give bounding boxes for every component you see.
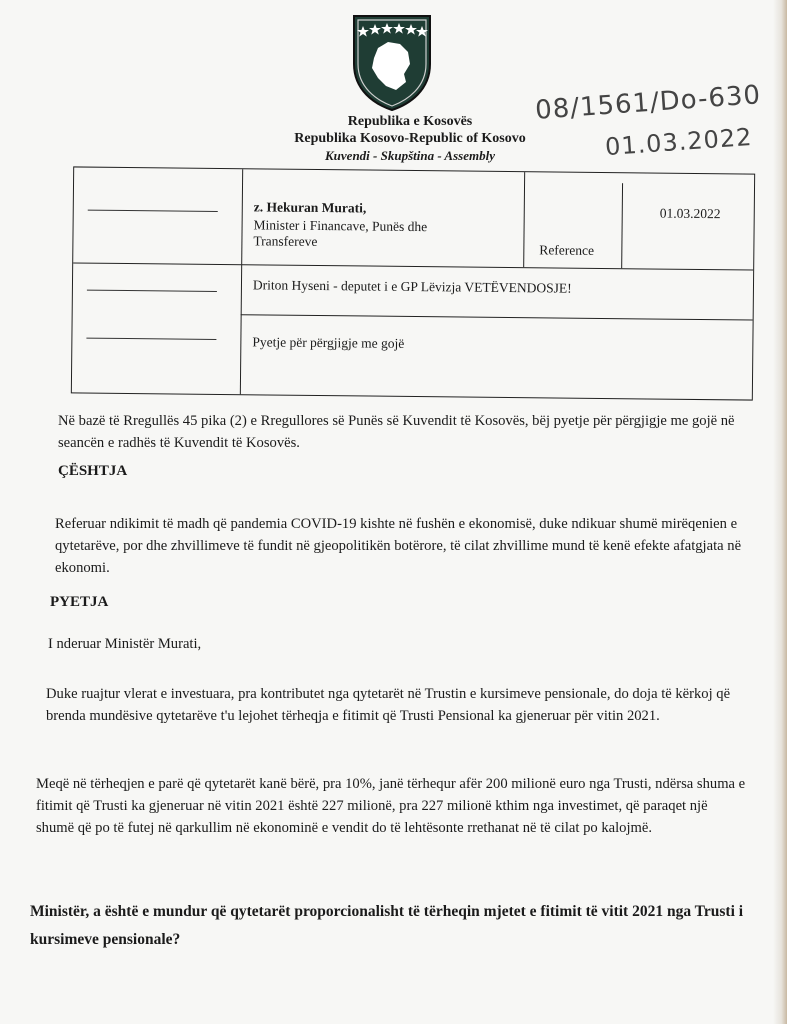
- paragraph-2: Meqë në tërheqjen e parë që qytetarët kanë bërë, pra 10%, janë tërhequr afër 200 milionë euro nga Trusti, ndërsa shuma e fitimit që Trusti ka gjeneruar në vitin 2021 është 227 milionë, pra 227 milionë kthim nga investimet, që paraqet një shumë që po të futej në qarkullim në ekonominë e vendit do të lehtësonte rrethanat në të cilat po kalojmë.: [36, 776, 746, 836]
- header-line-1: Republika e Kosovës: [347, 114, 473, 129]
- header-line-2: Republika Kosovo-Republic of Kosovo: [294, 131, 526, 146]
- reference-label: Reference: [539, 242, 595, 258]
- main-question: Ministër, a është e mundur që qytetarët proporcionalisht të tërheqin mjetet e fitimit të vitit 2021 nga Trusti i kursimeve pensionale?: [30, 903, 744, 948]
- paragraph-1: Duke ruajtur vlerat e investuara, pra kontributet nga qytetarët në Trustin e kursimeve pensionale, do doja të kërkoj që brenda mundësive qytetarëve t'u lejohet tërheqja e fitimit që Trusti Pensional ka gjeneruar për vitin 2021.: [46, 686, 731, 724]
- handwritten-date: 01.03.2022: [604, 122, 754, 162]
- ceshtja-paragraph: Referuar ndikimit të madh që pandemia COVID-19 kishte në fushën e ekonomisë, duke ndikuar shumë mirëqenien e qytetarëve, por dhe zhvillimeve të fundit në gjeopolitikën botërore, të cilat zhvillime mund të kenë efekte afatgjata në ekonomi.: [55, 516, 742, 576]
- handwritten-protocol-number: 08/1561/Do-630: [534, 80, 762, 126]
- pyetja-heading: PYETJA: [50, 594, 109, 610]
- letter-date: 01.03.2022: [659, 205, 721, 222]
- institution-header: [270, 113, 550, 164]
- page-edge-shadow: [773, 0, 787, 1024]
- ceshtja-heading: ÇËSHTJA: [58, 463, 128, 479]
- kosovo-emblem-icon: [348, 12, 436, 112]
- header-line-3: Kuvendi - Skupština - Assembly: [325, 148, 495, 163]
- intro-paragraph: Në bazë të Rregullës 45 pika (2) e Rregullores së Punës së Kuvendit të Kosovës, bëj pyetje për përgjigje me gojë në seancën e radhës të Kuvendit të Kosovës.: [58, 413, 735, 451]
- letter-header-table: [71, 166, 755, 400]
- recipient-name: z. Hekuran Murati,: [253, 199, 367, 216]
- salutation: I nderuar Ministër Murati,: [48, 636, 202, 652]
- subject: Pyetje për përgjigje me gojë: [252, 334, 405, 351]
- sender: Driton Hyseni - deputet i e GP Lëvizja VETËVENDOSJE!: [252, 277, 572, 296]
- recipient-title-line1: Minister i Financave, Punës dhe: [253, 217, 428, 235]
- recipient-title-line2: Transfereve: [253, 233, 318, 249]
